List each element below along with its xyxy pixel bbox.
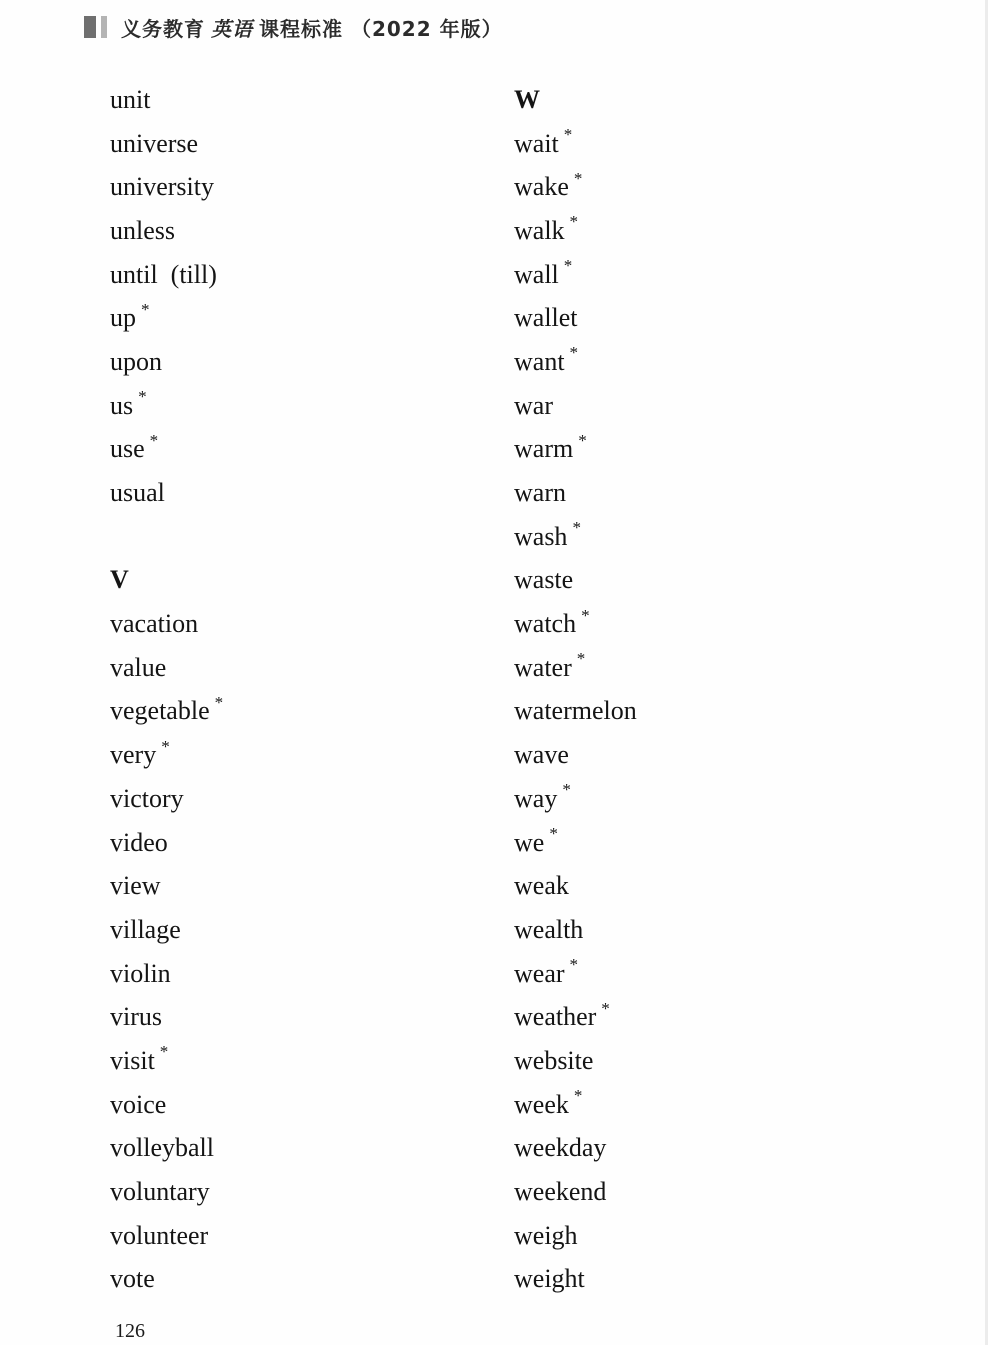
word-entry (110, 602, 510, 646)
word-entry (514, 1127, 914, 1171)
word-entry (110, 296, 510, 340)
word-entry (514, 471, 914, 515)
word-entry (110, 165, 510, 209)
word-entry (514, 384, 914, 428)
word-label: virus (110, 1002, 162, 1032)
word-label: until (till) (110, 259, 217, 289)
word-label: watermelon (514, 696, 637, 726)
word-entry (514, 340, 914, 384)
word-label: vacation (110, 609, 199, 639)
word-entry (110, 952, 510, 996)
word-entry (514, 995, 914, 1039)
word-entry (514, 777, 914, 821)
word-label: wash (514, 521, 568, 551)
core-word-asterisk: * (563, 125, 573, 145)
core-word-asterisk: * (576, 649, 586, 669)
word-label: view (110, 871, 161, 901)
word-label: want (514, 346, 565, 376)
word-entry (514, 690, 914, 734)
word-entry (110, 1170, 510, 1214)
word-label: volunteer (110, 1220, 209, 1250)
core-word-asterisk: * (149, 430, 159, 450)
word-label: weekday (514, 1133, 607, 1163)
word-label: unless (110, 215, 175, 245)
word-label: village (110, 914, 181, 944)
word-entry (110, 1214, 510, 1258)
core-word-asterisk: * (141, 299, 150, 319)
word-entry (514, 602, 914, 646)
word-entry (514, 821, 914, 865)
word-label: wait (514, 128, 559, 158)
word-label: volleyball (110, 1133, 214, 1163)
word-entry (110, 690, 510, 734)
word-label: video (110, 827, 168, 857)
word-entry (110, 253, 510, 297)
word-entry (514, 296, 914, 340)
word-label: weather (514, 1002, 597, 1032)
book-title (121, 13, 503, 42)
word-entry (514, 253, 914, 297)
core-word-asterisk: * (569, 212, 579, 232)
word-entry (514, 559, 914, 603)
core-word-asterisk: * (573, 168, 583, 188)
word-label: value (110, 652, 167, 682)
core-word-asterisk: * (159, 1042, 169, 1062)
word-label: usual (110, 478, 165, 508)
core-word-asterisk: * (138, 387, 147, 407)
word-entry (110, 78, 510, 122)
word-entry (110, 428, 510, 472)
word-label: up (110, 303, 136, 333)
word-label: weigh (514, 1220, 578, 1250)
word-label: vote (110, 1264, 155, 1294)
word-entry (110, 646, 510, 690)
title-subject: 英语 (211, 16, 253, 41)
page-number: 126 (115, 1320, 145, 1342)
word-label: walk (514, 215, 565, 245)
word-label: victory (110, 783, 184, 813)
word-entry (110, 471, 510, 515)
word-label: water (514, 652, 572, 682)
word-label: warm (514, 434, 574, 464)
word-entry (514, 952, 914, 996)
word-entry (110, 384, 510, 428)
word-entry (514, 1039, 914, 1083)
word-label: universe (110, 128, 199, 158)
word-entry (110, 733, 510, 777)
word-label: wealth (514, 914, 584, 944)
word-entry (514, 1083, 914, 1127)
word-label: visit (110, 1045, 155, 1075)
word-label: wake (514, 172, 569, 202)
word-label: wall (514, 259, 559, 289)
word-entry (110, 1127, 510, 1171)
section-letter-label: W (514, 84, 540, 114)
blank-row (110, 515, 510, 559)
section-letter-label: V (110, 565, 129, 595)
word-entry (110, 777, 510, 821)
word-label: weight (514, 1264, 585, 1294)
core-word-asterisk: * (569, 343, 579, 363)
core-word-asterisk: * (581, 605, 590, 625)
word-entry (110, 1083, 510, 1127)
word-entry (110, 340, 510, 384)
word-entry (514, 428, 914, 472)
word-entry (514, 908, 914, 952)
word-label: watch (514, 609, 577, 639)
word-label: warn (514, 478, 566, 508)
word-label: weekend (514, 1177, 607, 1207)
title-program: 义务教育 (121, 16, 205, 41)
word-label: week (514, 1089, 569, 1119)
word-label: use (110, 434, 145, 464)
header-bar-light (101, 16, 107, 38)
word-label: weak (514, 871, 569, 901)
core-word-asterisk: * (161, 736, 170, 756)
core-word-asterisk: * (569, 955, 579, 975)
core-word-asterisk: * (573, 1086, 583, 1106)
word-label: unit (110, 84, 151, 114)
word-label: wave (514, 740, 569, 770)
section-letter (514, 78, 914, 122)
word-label: voluntary (110, 1177, 210, 1207)
word-label: us (110, 390, 134, 420)
word-entry (110, 995, 510, 1039)
word-label: website (514, 1045, 594, 1075)
word-label: upon (110, 346, 162, 376)
word-entry (110, 209, 510, 253)
word-entry (110, 1039, 510, 1083)
word-label: war (514, 390, 553, 420)
word-label: way (514, 783, 558, 813)
word-entry (514, 864, 914, 908)
word-entry (110, 1258, 510, 1302)
running-header (84, 14, 503, 40)
word-entry (514, 165, 914, 209)
word-entry (514, 122, 914, 166)
section-letter (110, 559, 510, 603)
word-label: wear (514, 958, 565, 988)
core-word-asterisk: * (563, 256, 573, 276)
word-column-left (110, 78, 510, 1301)
word-entry (514, 209, 914, 253)
word-label: wallet (514, 303, 578, 333)
word-entry (514, 646, 914, 690)
header-bar-dark (84, 16, 96, 38)
word-label: we (514, 827, 545, 857)
core-word-asterisk: * (601, 998, 610, 1018)
word-entry (514, 1214, 914, 1258)
core-word-asterisk: * (214, 692, 224, 712)
word-label: voice (110, 1089, 167, 1119)
core-word-asterisk: * (549, 824, 558, 844)
word-entry (514, 733, 914, 777)
title-standard: 课程标准 (259, 16, 343, 41)
word-label: university (110, 172, 214, 202)
word-label: vegetable (110, 696, 210, 726)
word-entry (110, 821, 510, 865)
core-word-asterisk: * (572, 518, 581, 538)
core-word-asterisk: * (578, 430, 587, 450)
word-label: violin (110, 958, 171, 988)
word-entry (110, 864, 510, 908)
word-entry (514, 1170, 914, 1214)
word-entry (110, 908, 510, 952)
word-entry (514, 515, 914, 559)
word-entry (514, 1258, 914, 1302)
core-word-asterisk: * (562, 780, 571, 800)
word-entry (110, 122, 510, 166)
word-label: very (110, 740, 157, 770)
word-label: waste (514, 565, 574, 595)
title-edition: （2022 年版） (350, 16, 503, 41)
word-column-right (514, 78, 914, 1301)
